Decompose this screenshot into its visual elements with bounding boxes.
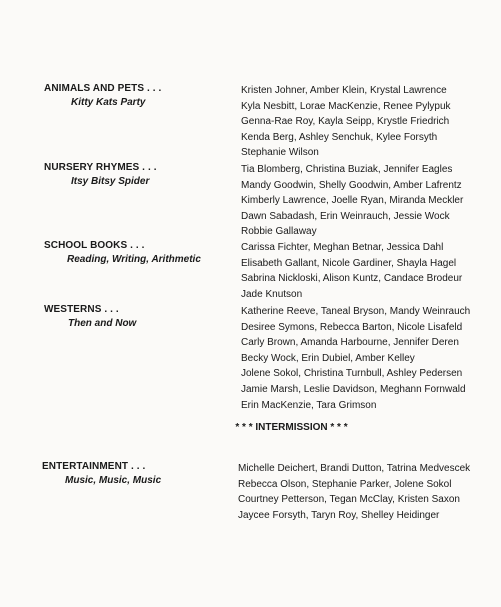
section-subtitle: Music, Music, Music (65, 475, 162, 486)
section-subtitle: Then and Now (68, 318, 137, 329)
performer-line: Kyla Nesbitt, Lorae MacKenzie, Renee Pylypuk (241, 100, 451, 112)
performer-line: Rebecca Olson, Stephanie Parker, Jolene Sokol (238, 478, 452, 490)
performer-list (241, 83, 451, 161)
performer-line: Elisabeth Gallant, Nicole Gardiner, Shayla Hagel (241, 257, 457, 269)
performer-line: Kristen Johner, Amber Klein, Krystal Lawrence (241, 85, 447, 96)
performer-line: Kimberly Lawrence, Joelle Ryan, Miranda Meckler (241, 195, 464, 207)
performer-line: Carissa Fichter, Meghan Betnar, Jessica Dahl (241, 242, 444, 253)
performer-line: Sabrina Nickloski, Alison Kuntz, Candace Brodeur (241, 273, 463, 285)
section-heading: NURSERY RHYMES . . . (44, 162, 157, 173)
performer-line: Desiree Symons, Rebecca Barton, Nicole Lisafeld (241, 321, 463, 333)
section-heading: ENTERTAINMENT . . . (42, 461, 146, 472)
performer-line: Jade Knutson (241, 288, 303, 300)
performer-line: Michelle Deichert, Brandi Dutton, Tatrina Medvescek (238, 463, 471, 474)
performer-list (241, 162, 463, 240)
section-heading: WESTERNS . . . (44, 304, 119, 315)
section-heading: ANIMALS AND PETS . . . (44, 83, 162, 94)
performer-line: Courtney Petterson, Tegan McClay, Kristen Saxon (238, 494, 460, 506)
performer-line: Tia Blomberg, Christina Buziak, Jennifer Eagles (241, 164, 453, 175)
performer-list (241, 240, 462, 302)
performer-line: Jamie Marsh, Leslie Davidson, Meghann Fornwald (241, 383, 466, 395)
performer-list (238, 461, 470, 523)
performer-line: Robbie Gallaway (241, 226, 317, 238)
performer-line: Kenda Berg, Ashley Senchuk, Kylee Forsyth (241, 131, 438, 143)
performer-line: Stephanie Wilson (241, 147, 319, 159)
performer-line: Carly Brown, Amanda Harbourne, Jennifer Deren (241, 337, 459, 349)
performer-line: Becky Wock, Erin Dubiel, Amber Kelley (241, 352, 415, 364)
performer-line: Jaycee Forsyth, Taryn Roy, Shelley Heidinger (238, 509, 440, 521)
performer-line: Dawn Sabadash, Erin Weinrauch, Jessie Wock (241, 210, 450, 222)
performer-line: Erin MacKenzie, Tara Grimson (241, 399, 377, 411)
section-heading: SCHOOL BOOKS . . . (44, 240, 145, 251)
performer-line: Mandy Goodwin, Shelly Goodwin, Amber Lafrentz (241, 179, 462, 191)
section-subtitle: Reading, Writing, Arithmetic (67, 254, 201, 265)
intermission-label: * * * INTERMISSION * * * (235, 422, 348, 433)
performer-line: Genna-Rae Roy, Kayla Seipp, Krystle Friedrich (241, 116, 450, 128)
section-subtitle: Itsy Bitsy Spider (71, 176, 150, 187)
performer-line: Jolene Sokol, Christina Turnbull, Ashley Pedersen (241, 368, 463, 380)
section-subtitle: Kitty Kats Party (71, 97, 146, 108)
performer-line: Katherine Reeve, Taneal Bryson, Mandy Weinrauch (241, 306, 471, 317)
performer-list (241, 304, 470, 413)
